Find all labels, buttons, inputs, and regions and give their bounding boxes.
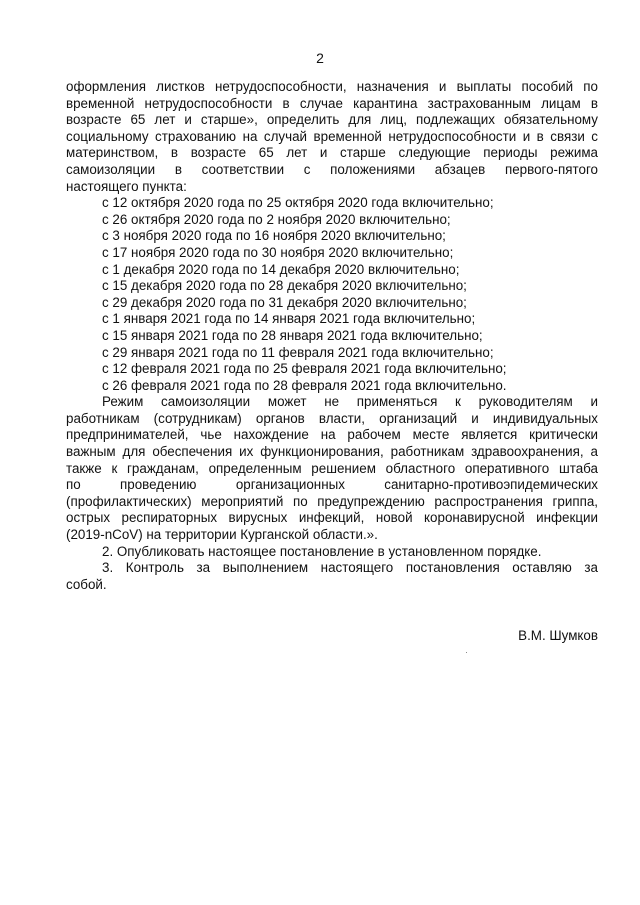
period-item: с 15 января 2021 года по 28 января 2021 года включительно; [102, 327, 483, 343]
text-line: важным для обеспечения их функционирования, работникам здравоохранения, а [66, 444, 598, 460]
period-item: с 29 января 2021 года по 11 февраля 2021 года включительно; [102, 344, 494, 360]
signature-name: В.М. Шумков [518, 628, 598, 643]
text-line: возрасте 65 лет и старше», определить для лиц, подлежащих обязательному [66, 112, 598, 128]
text-line: настоящего пункта: [66, 178, 187, 194]
self-isolation-periods-list [66, 195, 598, 394]
period-item: с 29 декабря 2020 года по 31 декабря 2020 включительно; [102, 294, 467, 310]
text-line: работникам (сотрудникам) органов власти, организаций и индивидуальных [66, 410, 598, 426]
period-item: с 12 октября 2020 года по 25 октября 2020 года включительно; [102, 195, 494, 211]
text-line: социальному страхованию на случай временной нетрудоспособности и в связи с [66, 128, 598, 144]
text-line: собой. [66, 576, 107, 592]
text-line: временной нетрудоспособности в случае карантина застрахованным лицам в [66, 95, 598, 111]
text-line: острых респираторных вирусных инфекций, новой коронавирусной инфекции [66, 510, 598, 526]
text-line: оформления листков нетрудоспособности, назначения и выплаты пособий по [66, 79, 598, 94]
text-line: (профилактических) мероприятий по предупреждению распространения гриппа, [66, 493, 598, 509]
document-body [66, 79, 598, 593]
period-item: с 26 октября 2020 года по 2 ноября 2020 включительно; [102, 211, 451, 227]
period-item: с 26 февраля 2021 года по 28 февраля 2021 года включительно. [102, 377, 507, 393]
item-publish: 2. Опубликовать настоящее постановление в установленном порядке. [102, 543, 542, 559]
page-number: 2 [316, 50, 324, 66]
text-line: предпринимателей, чье нахождение на рабочем месте является критически [66, 427, 598, 443]
period-item: с 15 декабря 2020 года по 28 декабря 2020 включительно; [102, 278, 467, 294]
period-item: с 1 декабря 2020 года по 14 декабря 2020 включительно; [102, 261, 460, 277]
period-item: с 12 февраля 2021 года по 25 февраля 2021 года включительно; [102, 361, 507, 377]
text-line: 3. Контроль за выполнением настоящего постановления оставляю за [102, 560, 598, 576]
text-line: материнством, в возрасте 65 лет и старше следующие периоды режима [66, 145, 598, 161]
text-line: по проведению организационных санитарно-противоэпидемических [66, 477, 598, 493]
text-line: (2019-nCoV) на территории Курганской области.». [66, 527, 378, 543]
text-line: Режим самоизоляции может не применяться к руководителям и [102, 394, 598, 410]
period-item: с 1 января 2021 года по 14 января 2021 года включительно; [102, 311, 476, 327]
period-item: с 17 ноября 2020 года по 30 ноября 2020 включительно; [102, 244, 454, 260]
item-control [66, 560, 598, 593]
text-line: самоизоляции в соответствии с положениями абзацев первого-пятого [66, 161, 598, 177]
text-line: также к гражданам, определенным решением областного оперативного штаба [66, 460, 598, 476]
scan-speck [466, 652, 467, 653]
period-item: с 3 ноября 2020 года по 16 ноября 2020 включительно; [102, 228, 446, 244]
exemptions-paragraph [66, 394, 598, 543]
paragraph-continuation [66, 79, 598, 195]
